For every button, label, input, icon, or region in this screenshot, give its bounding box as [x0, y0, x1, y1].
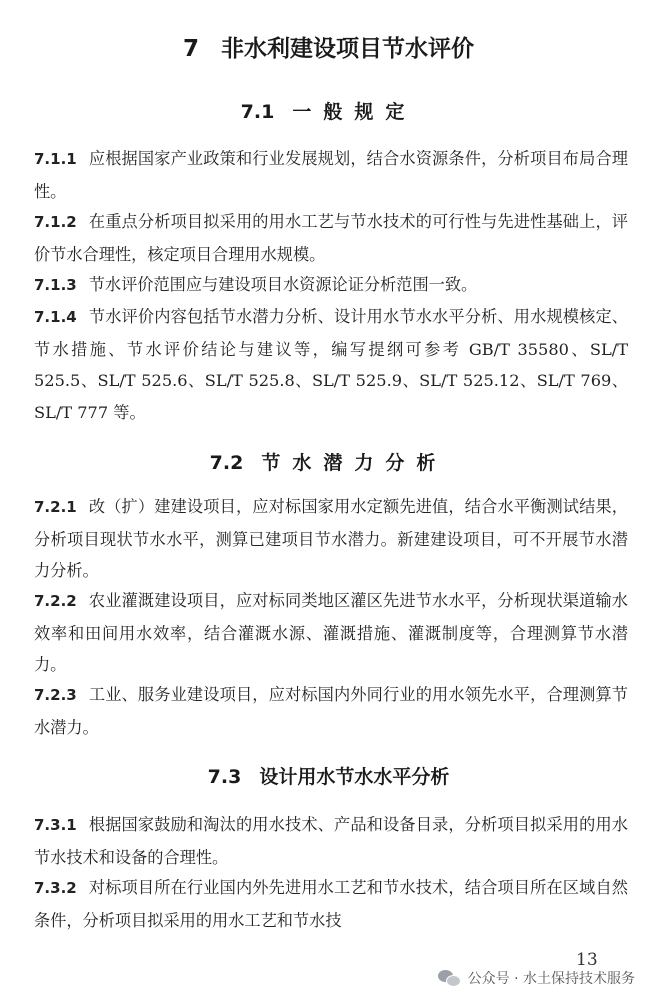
section-heading	[0, 762, 657, 789]
clause-number: 7.1.2	[34, 213, 77, 231]
clause-text: 改（扩）建建设项目，应对标国家用水定额先进值，结合水平衡测试结果，分析项目现状节水水平，测算已建项目节水潜力。新建建设项目，可不开展节水潜力分析。	[34, 497, 628, 580]
clause-text: 工业、服务业建设项目，应对标国内外同行业的用水领先水平，合理测算节水潜力。	[34, 685, 628, 737]
clause-text: 节水评价范围应与建设项目水资源论证分析范围一致。	[88, 275, 478, 294]
footer-watermark	[438, 968, 635, 988]
section-title: 一般规定	[292, 101, 417, 123]
clause-number: 7.3.2	[34, 879, 77, 897]
clause	[34, 585, 628, 681]
clause-number: 7.1.4	[34, 308, 77, 326]
clause	[34, 679, 628, 743]
section-heading	[0, 448, 657, 475]
clause-text: 在重点分析项目拟采用的用水工艺与节水技术的可行性与先进性基础上，评价节水合理性，核定项目合理用水规模。	[34, 212, 628, 264]
footer-label: 公众号 · 水土保持技术服务	[467, 971, 635, 987]
chapter-number: 7	[182, 36, 199, 62]
clause-number: 7.2.1	[34, 498, 77, 516]
clause-number: 7.2.2	[34, 592, 77, 610]
section-number: 7.3	[207, 766, 242, 788]
section-number: 7.2	[209, 452, 244, 474]
clause	[34, 491, 628, 587]
clause-text: 根据国家鼓励和淘汰的用水技术、产品和设备目录，分析项目拟采用的用水节水技术和设备的合理性。	[34, 815, 628, 867]
section-heading	[0, 97, 657, 124]
clause-text: 对标项目所在行业国内外先进用水工艺和节水技术，结合项目所在区域自然条件，分析项目拟采用的用水工艺和节水技	[34, 878, 628, 930]
clause-text: 节水评价内容包括节水潜力分析、设计用水节水水平分析、用水规模核定、节水措施、节水评价结论与建议等，编写提纲可参考 GB/T 35580、SL/T 525.5、SL/T 525.6、SL/T 525.8、SL/T 525.9、SL/T 525.12、SL/T 769、SL/T 777 等。	[34, 307, 628, 422]
clause-number: 7.3.1	[34, 816, 77, 834]
section-title: 设计用水节水水平分析	[259, 766, 450, 788]
clause-number: 7.2.3	[34, 686, 77, 704]
chapter-title	[0, 30, 657, 63]
clause	[34, 269, 628, 302]
clause	[34, 809, 628, 873]
clause-number: 7.1.3	[34, 276, 77, 294]
clause	[34, 872, 628, 936]
section-number: 7.1	[240, 101, 275, 123]
wechat-icon	[438, 968, 462, 988]
section-title: 节水潜力分析	[261, 452, 448, 474]
clause-text: 农业灌溉建设项目，应对标同类地区灌区先进节水水平，分析现状渠道输水效率和田间用水效率，结合灌溉水源、灌溉措施、灌溉制度等，合理测算节水潜力。	[34, 591, 628, 674]
chapter-title-text: 非水利建设项目节水评价	[221, 36, 474, 62]
clause	[34, 301, 628, 428]
clause-text: 应根据国家产业政策和行业发展规划，结合水资源条件，分析项目布局合理性。	[34, 149, 628, 201]
clause	[34, 143, 628, 207]
clause	[34, 206, 628, 270]
clause-number: 7.1.1	[34, 150, 77, 168]
page-number: 13	[576, 950, 598, 970]
